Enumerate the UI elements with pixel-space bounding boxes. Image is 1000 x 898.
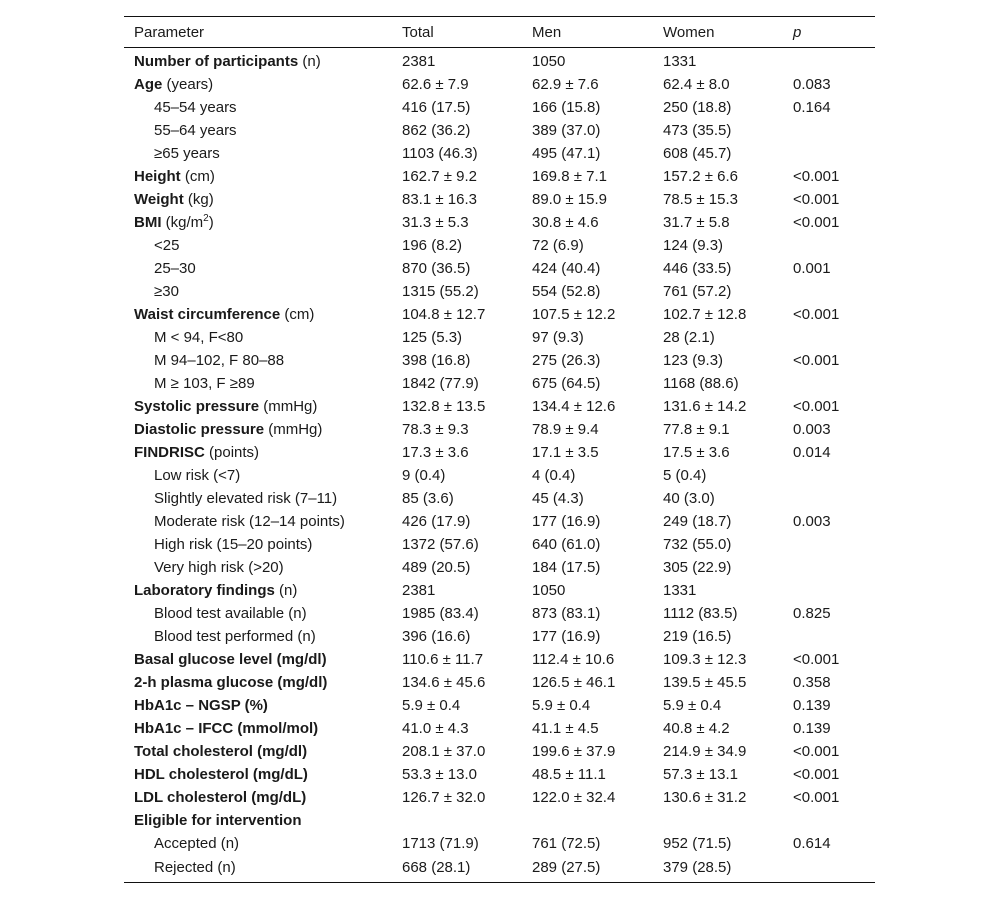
cell-p-value: <0.001 [793, 743, 840, 760]
table-row [124, 533, 875, 556]
cell-men: 97 (9.3) [532, 329, 584, 346]
cell-p-value: 0.001 [793, 260, 831, 277]
cell-total: 396 (16.6) [402, 628, 471, 645]
cell-p-value [783, 464, 875, 487]
cell-women: 28 (2.1) [663, 329, 715, 346]
cell-total: 416 (17.5) [402, 99, 471, 116]
parameter-label: 25–30 [154, 260, 196, 277]
cell-women: 379 (28.5) [663, 859, 732, 876]
parameter-label: 2-h plasma glucose (mg/dl) [134, 674, 328, 691]
cell-men: 107.5 ± 12.2 [532, 306, 616, 323]
cell-p-value: 0.139 [793, 697, 831, 714]
cell-total: 83.1 ± 16.3 [402, 191, 477, 208]
cell-men: 112.4 ± 10.6 [532, 651, 615, 668]
cell-parameter [124, 533, 392, 556]
parameter-unit: (n) [274, 582, 298, 599]
cell-men: 126.5 ± 46.1 [532, 674, 616, 691]
cell-p-value [783, 533, 875, 556]
cell-total: 870 (36.5) [402, 260, 471, 277]
cell-total: 134.6 ± 45.6 [402, 674, 486, 691]
parameter-label: Height [134, 168, 181, 185]
parameter-label: Systolic pressure [134, 398, 260, 415]
cell-parameter [124, 188, 392, 211]
cell-men: 169.8 ± 7.1 [532, 168, 607, 185]
table-row [124, 740, 875, 763]
parameter-label: ≥65 years [154, 145, 220, 162]
cell-parameter [124, 326, 392, 349]
cell-men: 166 (15.8) [532, 99, 601, 116]
cell-total: 1103 (46.3) [402, 145, 478, 162]
table-row [124, 142, 875, 165]
parameter-label: Blood test performed (n) [154, 628, 316, 645]
cell-total: 85 (3.6) [402, 490, 454, 507]
cell-total: 78.3 ± 9.3 [402, 421, 469, 438]
cell-men: 134.4 ± 12.6 [532, 398, 616, 415]
cell-women: 250 (18.8) [663, 99, 732, 116]
cell-men: 48.5 ± 11.1 [532, 766, 606, 783]
cell-p-value: <0.001 [793, 352, 840, 369]
header-parameter: Parameter [134, 23, 205, 41]
header-p-value: p [793, 23, 802, 41]
cell-parameter [124, 349, 392, 372]
cell-p-value: 0.003 [793, 421, 831, 438]
cell-men: 554 (52.8) [532, 283, 601, 300]
parameter-label: M 94–102, F 80–88 [154, 352, 285, 369]
cell-women: 5.9 ± 0.4 [663, 697, 722, 714]
table-row [124, 326, 875, 349]
cell-parameter [124, 142, 392, 165]
cell-total: 53.3 ± 13.0 [402, 766, 477, 783]
cell-total: 5.9 ± 0.4 [402, 697, 461, 714]
cell-p-value: 0.358 [793, 674, 831, 691]
cell-parameter [124, 809, 392, 832]
cell-p-value [783, 625, 875, 648]
cell-men: 177 (16.9) [532, 513, 601, 530]
cell-parameter [124, 625, 392, 648]
cell-total: 9 (0.4) [402, 467, 446, 484]
cell-parameter [124, 257, 392, 280]
table-row [124, 372, 875, 395]
header-men: Men [532, 23, 562, 41]
cell-women: 1168 (88.6) [663, 375, 739, 392]
cell-parameter [124, 441, 392, 464]
cell-women: 130.6 ± 31.2 [663, 789, 747, 806]
cell-men: 78.9 ± 9.4 [532, 421, 599, 438]
cell-p-value: <0.001 [793, 191, 840, 208]
cell-p-value [783, 809, 875, 832]
parameter-label: BMI [134, 214, 162, 231]
cell-p-value: 0.164 [793, 99, 831, 116]
cell-p-value: 0.825 [793, 605, 831, 622]
table-row [124, 556, 875, 579]
cell-men: 5.9 ± 0.4 [532, 697, 591, 714]
cell-parameter [124, 694, 392, 717]
table-row [124, 96, 875, 119]
parameter-label: 55–64 years [154, 122, 237, 139]
cell-parameter [124, 786, 392, 809]
cell-women: 157.2 ± 6.6 [663, 168, 738, 185]
table-row [124, 464, 875, 487]
cell-parameter [124, 165, 392, 188]
parameter-label: Blood test available (n) [154, 605, 307, 622]
cell-men: 275 (26.3) [532, 352, 601, 369]
table-row [124, 73, 875, 96]
table-row [124, 188, 875, 211]
cell-parameter [124, 234, 392, 257]
cell-men: 389 (37.0) [532, 122, 601, 139]
cell-women: 5 (0.4) [663, 467, 707, 484]
header-women: Women [663, 23, 715, 41]
cell-women: 732 (55.0) [663, 536, 732, 553]
cell-total [392, 809, 522, 832]
cell-total: 162.7 ± 9.2 [402, 168, 477, 185]
cell-men: 17.1 ± 3.5 [532, 444, 599, 461]
cell-total: 132.8 ± 13.5 [402, 398, 486, 415]
cell-parameter [124, 372, 392, 395]
cell-total: 489 (20.5) [402, 559, 471, 576]
cell-p-value: 0.014 [793, 444, 831, 461]
cell-women: 761 (57.2) [663, 283, 732, 300]
parameter-label: 45–54 years [154, 99, 237, 116]
table-row [124, 303, 875, 326]
parameter-unit-close: ) [208, 214, 214, 231]
cell-parameter [124, 303, 392, 326]
cell-p-value: 0.139 [793, 720, 831, 737]
cell-p-value: 0.614 [793, 835, 831, 852]
cell-men: 675 (64.5) [532, 375, 601, 392]
parameter-label: HDL cholesterol (mg/dL) [134, 766, 308, 783]
cell-total: 125 (5.3) [402, 329, 463, 346]
cell-women: 123 (9.3) [663, 352, 724, 369]
parameter-unit: (cm) [280, 306, 315, 323]
unit-superscript: 2 [203, 213, 209, 224]
table-row [124, 119, 875, 142]
cell-total: 62.6 ± 7.9 [402, 76, 469, 93]
cell-women: 1112 (83.5) [663, 605, 738, 622]
cell-women: 78.5 ± 15.3 [663, 191, 738, 208]
cell-women: 1331 [663, 582, 697, 599]
parameter-label: LDL cholesterol (mg/dL) [134, 789, 307, 806]
cell-p-value [783, 142, 875, 165]
table-row [124, 579, 875, 602]
cell-total: 2381 [402, 53, 436, 70]
parameter-label: Slightly elevated risk (7–11) [154, 490, 338, 507]
cell-men [522, 809, 653, 832]
table-row [124, 441, 875, 464]
cell-parameter [124, 740, 392, 763]
cell-women: 40 (3.0) [663, 490, 715, 507]
parameter-unit: (kg/m [161, 214, 204, 231]
parameter-label: ≥30 [154, 283, 179, 300]
table-row [124, 211, 875, 234]
table-row [124, 349, 875, 372]
table-row [124, 809, 875, 832]
parameter-label: M ≥ 103, F ≥89 [154, 375, 255, 392]
cell-men: 873 (83.1) [532, 605, 601, 622]
cell-men: 1050 [532, 582, 566, 599]
cell-parameter [124, 556, 392, 579]
parameter-unit: (years) [162, 76, 214, 93]
cell-p-value: <0.001 [793, 214, 840, 231]
cell-total: 1842 (77.9) [402, 375, 479, 392]
parameter-label: Accepted (n) [154, 835, 240, 852]
cell-parameter [124, 855, 392, 883]
cell-p-value [783, 234, 875, 257]
cell-women: 131.6 ± 14.2 [663, 398, 747, 415]
cell-women: 219 (16.5) [663, 628, 732, 645]
parameter-unit: (cm) [180, 168, 215, 185]
cell-parameter [124, 648, 392, 671]
cell-women: 62.4 ± 8.0 [663, 76, 730, 93]
cell-women: 31.7 ± 5.8 [663, 214, 730, 231]
cell-parameter [124, 73, 392, 96]
cell-men: 4 (0.4) [532, 467, 576, 484]
cell-women: 40.8 ± 4.2 [663, 720, 730, 737]
table-row [124, 694, 875, 717]
cell-total: 104.8 ± 12.7 [402, 306, 486, 323]
cell-total: 398 (16.8) [402, 352, 471, 369]
table-row [124, 786, 875, 809]
cell-men: 177 (16.9) [532, 628, 601, 645]
cell-parameter [124, 763, 392, 786]
table-row [124, 855, 875, 883]
cell-women: 473 (35.5) [663, 122, 732, 139]
table-row [124, 487, 875, 510]
cell-p-value [783, 280, 875, 303]
cell-total: 196 (8.2) [402, 237, 463, 254]
table-row [124, 832, 875, 855]
cell-total: 862 (36.2) [402, 122, 471, 139]
table-row [124, 257, 875, 280]
cell-total: 1985 (83.4) [402, 605, 479, 622]
cell-parameter [124, 510, 392, 533]
cell-men: 761 (72.5) [532, 835, 601, 852]
cell-p-value [783, 487, 875, 510]
cell-men: 424 (40.4) [532, 260, 601, 277]
cell-women: 214.9 ± 34.9 [663, 743, 747, 760]
table-row [124, 625, 875, 648]
cell-women: 305 (22.9) [663, 559, 732, 576]
parameter-label: Number of participants [134, 53, 299, 70]
cell-total: 208.1 ± 37.0 [402, 743, 486, 760]
cell-parameter [124, 119, 392, 142]
cell-women: 124 (9.3) [663, 237, 724, 254]
parameter-label: M < 94, F<80 [154, 329, 244, 346]
cell-parameter [124, 48, 392, 74]
cell-men: 122.0 ± 32.4 [532, 789, 616, 806]
cell-men: 495 (47.1) [532, 145, 601, 162]
parameter-label: Diastolic pressure [134, 421, 265, 438]
parameter-label: Basal glucose level (mg/dl) [134, 651, 327, 668]
header-total: Total [402, 23, 434, 41]
parameter-label: <25 [154, 237, 180, 254]
cell-men: 184 (17.5) [532, 559, 601, 576]
cell-p-value [783, 48, 875, 74]
cell-women [653, 809, 783, 832]
parameter-unit: (mmHg) [259, 398, 318, 415]
cell-women: 608 (45.7) [663, 145, 732, 162]
parameter-label: Low risk (<7) [154, 467, 241, 484]
cell-parameter [124, 418, 392, 441]
cell-total: 17.3 ± 3.6 [402, 444, 469, 461]
table-row [124, 648, 875, 671]
cell-p-value [783, 326, 875, 349]
cell-parameter [124, 579, 392, 602]
table-row [124, 165, 875, 188]
cell-men: 30.8 ± 4.6 [532, 214, 599, 231]
cell-total: 1372 (57.6) [402, 536, 479, 553]
cell-women: 17.5 ± 3.6 [663, 444, 730, 461]
parameter-label: Rejected (n) [154, 859, 236, 876]
parameter-label: Moderate risk (12–14 points) [154, 513, 345, 530]
parameter-label: Weight [134, 191, 184, 208]
header-row [124, 17, 875, 48]
cell-parameter [124, 602, 392, 625]
cell-parameter [124, 464, 392, 487]
cell-p-value: <0.001 [793, 398, 840, 415]
cell-parameter [124, 211, 392, 234]
cell-men: 89.0 ± 15.9 [532, 191, 607, 208]
parameter-label: Very high risk (>20) [154, 559, 284, 576]
cell-total: 1315 (55.2) [402, 283, 479, 300]
cell-men: 62.9 ± 7.6 [532, 76, 599, 93]
cell-men: 41.1 ± 4.5 [532, 720, 599, 737]
cell-total: 668 (28.1) [402, 859, 471, 876]
cell-women: 109.3 ± 12.3 [663, 651, 747, 668]
cell-women: 1331 [663, 53, 697, 70]
cell-p-value [783, 855, 875, 883]
table-row [124, 395, 875, 418]
cell-parameter [124, 96, 392, 119]
table-row [124, 602, 875, 625]
cell-total: 110.6 ± 11.7 [402, 651, 484, 668]
cell-parameter [124, 280, 392, 303]
cell-p-value: 0.003 [793, 513, 831, 530]
table-body [124, 48, 875, 883]
parameter-unit: (mmHg) [264, 421, 323, 438]
cell-total: 126.7 ± 32.0 [402, 789, 486, 806]
parameter-label: Eligible for intervention [134, 812, 302, 829]
table-row [124, 763, 875, 786]
cell-women: 102.7 ± 12.8 [663, 306, 747, 323]
cell-men: 199.6 ± 37.9 [532, 743, 616, 760]
cell-parameter [124, 395, 392, 418]
cell-p-value [783, 579, 875, 602]
cell-p-value: <0.001 [793, 766, 840, 783]
table-row [124, 671, 875, 694]
cell-men: 289 (27.5) [532, 859, 601, 876]
parameter-label: Age [134, 76, 163, 93]
cell-parameter [124, 717, 392, 740]
table-row [124, 234, 875, 257]
cell-men: 640 (61.0) [532, 536, 601, 553]
baseline-characteristics-table [124, 16, 875, 883]
parameter-unit: (points) [204, 444, 260, 461]
parameter-unit: (kg) [183, 191, 214, 208]
parameter-label: Laboratory findings [134, 582, 275, 599]
cell-women: 57.3 ± 13.1 [663, 766, 738, 783]
parameter-label: Waist circumference [134, 306, 281, 323]
cell-total: 41.0 ± 4.3 [402, 720, 469, 737]
parameter-unit: (n) [298, 53, 321, 70]
parameter-label: HbA1c – IFCC (mmol/mol) [134, 720, 319, 737]
table-container [124, 16, 875, 883]
cell-total: 2381 [402, 582, 436, 599]
cell-women: 446 (33.5) [663, 260, 732, 277]
cell-total: 31.3 ± 5.3 [402, 214, 469, 231]
cell-parameter [124, 671, 392, 694]
table-row [124, 280, 875, 303]
parameter-label: Total cholesterol (mg/dl) [134, 743, 308, 760]
cell-women: 249 (18.7) [663, 513, 732, 530]
cell-total: 426 (17.9) [402, 513, 471, 530]
cell-p-value: <0.001 [793, 306, 840, 323]
cell-p-value [783, 119, 875, 142]
cell-parameter [124, 487, 392, 510]
cell-p-value: 0.083 [793, 76, 831, 93]
parameter-label: HbA1c – NGSP (%) [134, 697, 268, 714]
cell-women: 139.5 ± 45.5 [663, 674, 747, 691]
cell-men: 45 (4.3) [532, 490, 584, 507]
table-row [124, 418, 875, 441]
parameter-label: FINDRISC [134, 444, 205, 461]
cell-p-value: <0.001 [793, 789, 840, 806]
cell-women: 952 (71.5) [663, 835, 732, 852]
parameter-label: High risk (15–20 points) [154, 536, 313, 553]
table-row [124, 48, 875, 74]
cell-p-value [783, 372, 875, 395]
table-row [124, 510, 875, 533]
cell-men: 1050 [532, 53, 566, 70]
cell-p-value [783, 556, 875, 579]
cell-p-value: <0.001 [793, 651, 840, 668]
cell-men: 72 (6.9) [532, 237, 584, 254]
cell-p-value: <0.001 [793, 168, 840, 185]
cell-total: 1713 (71.9) [402, 835, 479, 852]
cell-women: 77.8 ± 9.1 [663, 421, 730, 438]
cell-parameter [124, 832, 392, 855]
table-row [124, 717, 875, 740]
